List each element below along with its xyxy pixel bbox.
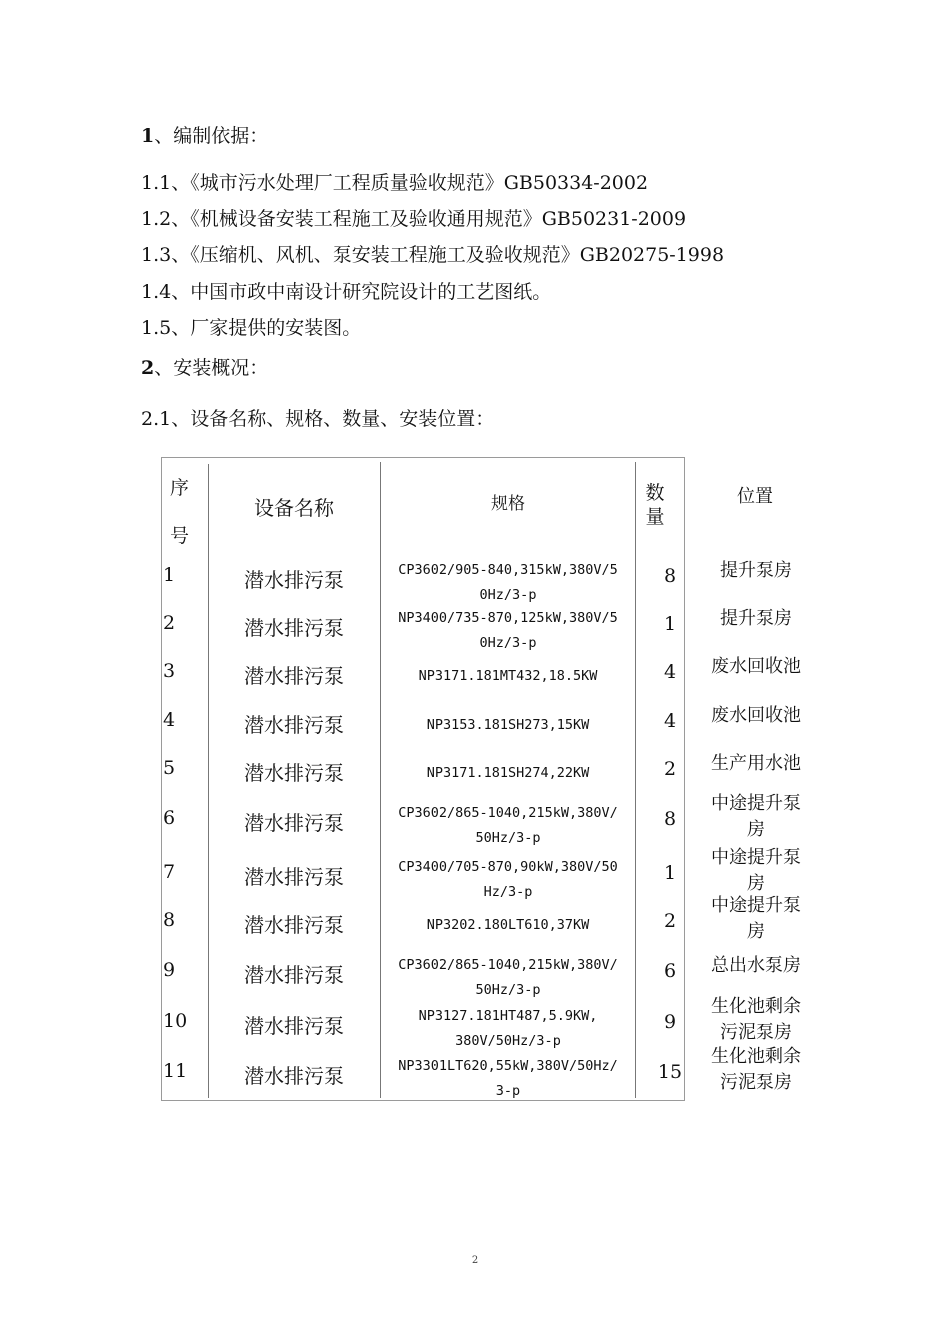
equipment-name: 潜水排污泵 (244, 865, 344, 889)
equipment-location: 提升泵房 (720, 560, 792, 581)
equipment-qty: 2 (663, 758, 677, 780)
header-pos: 位置 (737, 486, 773, 507)
row-number: 8 (163, 909, 176, 931)
equipment-spec: CP3602/865-1040,215kW,380V/ 50Hz/3-p (398, 957, 618, 998)
equipment-location: 生化池剩余 污泥泵房 (711, 996, 801, 1043)
row-number: 10 (163, 1010, 188, 1032)
equipment-location: 中途提升泵 房 (711, 847, 801, 894)
reference-item: 1.1、《城市污水处理厂工程质量验收规范》GB50334-2002 (141, 172, 649, 194)
row-number: 3 (163, 660, 176, 682)
equipment-location: 中途提升泵 房 (711, 895, 801, 942)
equipment-name: 潜水排污泵 (244, 1014, 344, 1038)
equipment-qty: 8 (663, 808, 677, 830)
equipment-name: 潜水排污泵 (244, 811, 344, 835)
reference-item: 1.2、《机械设备安装工程施工及验收通用规范》GB50231-2009 (141, 208, 687, 230)
equipment-spec: NP3153.181SH273,15KW (426, 717, 590, 733)
equipment-qty: 2 (663, 910, 677, 932)
header-spec: 规格 (491, 494, 525, 514)
equipment-name: 潜水排污泵 (244, 913, 344, 937)
equipment-name: 潜水排污泵 (244, 713, 344, 737)
header-name: 设备名称 (254, 496, 334, 520)
equipment-name: 潜水排污泵 (244, 1064, 344, 1088)
row-number: 7 (163, 861, 176, 883)
equipment-name: 潜水排污泵 (244, 761, 344, 785)
subsection-heading: 2.1、设备名称、规格、数量、安装位置： (141, 408, 495, 430)
equipment-spec: NP3301LT620,55kW,380V/50Hz/ 3-p (398, 1058, 618, 1099)
table-divider (635, 462, 636, 1098)
equipment-name: 潜水排污泵 (244, 664, 344, 688)
equipment-qty: 9 (663, 1011, 677, 1033)
equipment-name: 潜水排污泵 (244, 616, 344, 640)
header-no: 序 号 (170, 477, 190, 547)
equipment-qty: 4 (663, 710, 677, 732)
equipment-spec: NP3171.181SH274,22KW (426, 765, 590, 781)
equipment-name: 潜水排污泵 (244, 568, 344, 592)
equipment-qty: 4 (663, 661, 677, 683)
row-number: 5 (163, 757, 176, 779)
equipment-spec: NP3171.181MT432,18.5KW (418, 668, 598, 684)
row-number: 1 (163, 564, 176, 586)
equipment-qty: 8 (663, 565, 677, 587)
equipment-qty: 15 (657, 1061, 683, 1083)
equipment-location: 生产用水池 (711, 753, 801, 774)
row-number: 4 (163, 709, 176, 731)
section-number-2: 2 (141, 357, 155, 379)
row-number: 11 (163, 1060, 188, 1082)
equipment-spec: CP3602/865-1040,215kW,380V/ 50Hz/3-p (398, 805, 618, 846)
equipment-location: 提升泵房 (720, 608, 792, 629)
table-divider (208, 464, 209, 1098)
equipment-qty: 1 (663, 862, 677, 884)
equipment-name: 潜水排污泵 (244, 963, 344, 987)
reference-item: 1.3、《压缩机、风机、泵安装工程施工及验收规范》GB20275-1998 (141, 244, 725, 266)
equipment-location: 废水回收池 (711, 705, 801, 726)
equipment-location: 废水回收池 (711, 656, 801, 677)
equipment-location: 中途提升泵 房 (711, 793, 801, 840)
row-number: 6 (163, 807, 176, 829)
reference-item: 1.5、厂家提供的安装图。 (141, 317, 362, 339)
section-title-2: 、安装概况： (154, 357, 269, 379)
equipment-spec: NP3400/735-870,125kW,380V/5 0Hz/3-p (398, 610, 618, 651)
header-qty: 数量 (645, 482, 665, 528)
equipment-qty: 6 (663, 960, 677, 982)
section-heading-2 (141, 356, 268, 380)
table-divider (380, 462, 381, 1098)
equipment-spec: CP3400/705-870,90kW,380V/50 Hz/3-p (398, 859, 618, 900)
reference-item: 1.4、中国市政中南设计研究院设计的工艺图纸。 (141, 281, 552, 303)
equipment-spec: CP3602/905-840,315kW,380V/5 0Hz/3-p (398, 562, 618, 603)
section-number-1: 1 (141, 125, 155, 147)
row-number: 2 (163, 612, 176, 634)
section-title-1: 、编制依据： (154, 125, 269, 147)
equipment-location: 生化池剩余 污泥泵房 (711, 1046, 801, 1093)
page-number: 2 (471, 1255, 479, 1266)
row-number: 9 (163, 959, 176, 981)
equipment-spec: NP3127.181HT487,5.9KW, 380V/50Hz/3-p (418, 1008, 598, 1049)
equipment-spec: NP3202.180LT610,37KW (426, 917, 590, 933)
section-heading-1 (141, 124, 268, 148)
equipment-qty: 1 (663, 613, 677, 635)
equipment-location: 总出水泵房 (711, 955, 801, 976)
